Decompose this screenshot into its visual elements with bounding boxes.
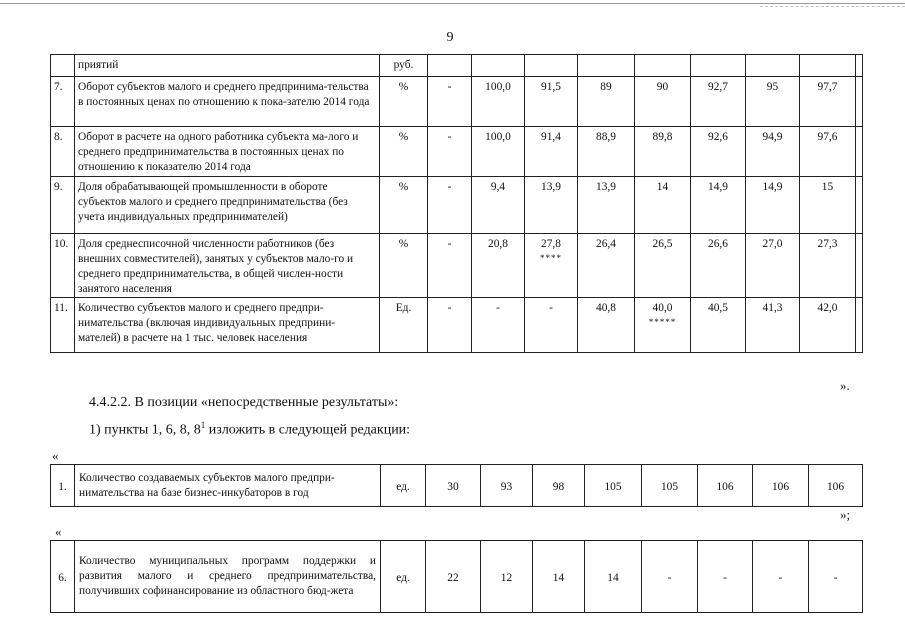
row-number: 8. — [51, 127, 75, 177]
row-unit: ед. — [381, 541, 426, 613]
value-text: 92,6 — [708, 131, 728, 143]
value-cell — [691, 77, 746, 127]
value-cell — [746, 177, 800, 234]
value-text: 27,3 — [817, 238, 838, 250]
value-text: - — [447, 81, 452, 93]
result-table-1 — [50, 464, 863, 507]
top-rule — [0, 3, 905, 4]
table-row — [51, 55, 863, 77]
value-text: 20,8 — [488, 238, 508, 250]
opening-quote: « — [55, 524, 62, 539]
value-cell — [578, 177, 635, 234]
row-indicator: Количество создаваемых субъектов малого предпри-нимательства на базе бизнес-инкубаторов в год — [75, 465, 381, 507]
value-cell — [578, 298, 635, 353]
table-row — [51, 298, 863, 353]
value-text: 15 — [821, 181, 834, 193]
row-number: 11. — [51, 298, 75, 353]
row-indicator: Доля среднесписочной численности работников (без внешних совместителей), занятых у субъектов мало-го и среднего предпринимательства, в общей числен-ности занятого населения — [75, 234, 380, 298]
value-cell — [578, 234, 635, 298]
row-unit: Ед. — [380, 298, 428, 353]
value-cell — [856, 177, 863, 234]
opening-quote: « — [52, 448, 59, 463]
value-text: 95 — [766, 81, 779, 93]
value-text: - — [549, 302, 553, 314]
value-text: 14,9 — [708, 181, 728, 193]
value-cell — [525, 298, 578, 353]
value-cell — [856, 77, 863, 127]
value-cell — [800, 77, 856, 127]
row-indicator: Количество субъектов малого и среднего предпри-нимательства (включая индивидуальных предприни-мателей) в расчете на 1 тыс. человек населения — [75, 298, 380, 353]
value-text: 91,5 — [541, 81, 561, 93]
row-indicator: Количество муниципальных программ поддержки и развития малого и среднего предпринимательства, получивших софинансирование из областного бюд-жета — [75, 541, 381, 613]
value-cell — [578, 127, 635, 177]
row-number: 1. — [51, 465, 75, 507]
value-text: 89 — [600, 81, 612, 93]
value-text: - — [496, 302, 500, 314]
row-unit: % — [380, 177, 428, 234]
value-cell — [856, 234, 863, 298]
table-row — [51, 465, 863, 507]
value-text: 100,0 — [485, 131, 511, 143]
table-row — [51, 541, 863, 613]
footnote-marker: **** — [540, 253, 562, 263]
row-indicator: Оборот в расчете на одного работника субъекта ма-лого и среднего предпринимательства в постоянных ценах по отношению к показателю 2014 года — [75, 127, 380, 177]
row-unit: % — [380, 234, 428, 298]
value-text: 13,9 — [596, 181, 616, 193]
value-cell: 30 — [426, 465, 481, 507]
value-cell — [472, 127, 525, 177]
value-cell — [800, 298, 856, 353]
value-text: - — [447, 302, 452, 314]
row-indicator: Оборот субъектов малого и среднего предпринима-тельства в постоянных ценах по отношению к пока-зателю 2014 года — [75, 77, 380, 127]
value-text: 100,0 — [485, 81, 511, 93]
table-row — [51, 127, 863, 177]
value-cell — [746, 55, 800, 77]
value-cell — [428, 177, 472, 234]
value-cell — [746, 298, 800, 353]
row-unit: руб. — [380, 55, 428, 77]
value-text: 26,4 — [596, 238, 616, 250]
value-cell — [578, 77, 635, 127]
result-table-2 — [50, 540, 863, 613]
row-unit: ед. — [381, 465, 426, 507]
table-row — [51, 77, 863, 127]
value-cell — [691, 127, 746, 177]
value-cell: - — [809, 541, 863, 613]
value-text: 90 — [656, 81, 669, 93]
value-cell: 106 — [753, 465, 809, 507]
value-cell: - — [698, 541, 753, 613]
row-unit: % — [380, 77, 428, 127]
value-cell — [691, 234, 746, 298]
value-cell — [856, 298, 863, 353]
value-cell — [635, 234, 691, 298]
instruction-superscript: 1 — [200, 420, 206, 430]
row-unit: % — [380, 127, 428, 177]
value-cell: 14 — [533, 541, 585, 613]
instruction-text: 1) пункты 1, 6, 8, 8 — [89, 422, 201, 438]
value-cell — [472, 234, 525, 298]
value-text: 27,0 — [762, 238, 783, 250]
value-cell — [800, 234, 856, 298]
value-text: 9,4 — [490, 181, 506, 193]
value-cell: 106 — [809, 465, 863, 507]
value-cell — [856, 55, 863, 77]
value-cell: 22 — [426, 541, 481, 613]
instruction-line — [89, 420, 410, 439]
value-cell — [635, 77, 691, 127]
page-number: 9 — [446, 30, 454, 45]
top-rule-secondary — [760, 6, 905, 7]
value-text: 92,7 — [708, 81, 728, 93]
value-cell — [428, 55, 472, 77]
value-cell — [635, 127, 691, 177]
value-cell: 93 — [481, 465, 533, 507]
value-text: 40,8 — [596, 302, 616, 314]
row-number: 7. — [51, 77, 75, 127]
value-cell — [691, 298, 746, 353]
value-cell — [691, 55, 746, 77]
value-cell — [856, 127, 863, 177]
value-cell: - — [642, 541, 698, 613]
value-cell: 105 — [585, 465, 642, 507]
value-text: 14 — [656, 181, 669, 193]
value-text: - — [447, 238, 452, 250]
closing-quote: ». — [840, 378, 850, 393]
value-cell — [428, 127, 472, 177]
value-text: - — [447, 181, 452, 193]
value-cell — [472, 177, 525, 234]
value-cell — [746, 234, 800, 298]
value-cell — [525, 234, 578, 298]
value-cell — [525, 177, 578, 234]
value-cell — [428, 234, 472, 298]
value-text: - — [447, 131, 452, 143]
value-text: 40,0 — [652, 302, 673, 314]
value-cell — [428, 77, 472, 127]
value-cell — [525, 77, 578, 127]
value-cell: 14 — [585, 541, 642, 613]
value-text: 14,9 — [762, 181, 783, 193]
value-cell — [428, 298, 472, 353]
row-number: 6. — [51, 541, 75, 613]
value-cell — [525, 127, 578, 177]
instruction-text-tail: изложить в следующей редакции: — [205, 422, 411, 438]
section-heading: 4.4.2.2. В позиции «непосредственные результаты»: — [89, 395, 399, 410]
value-cell — [635, 298, 691, 353]
value-text: 97,7 — [817, 81, 838, 93]
value-text: 41,3 — [762, 302, 783, 314]
value-cell — [578, 55, 635, 77]
value-text: 88,9 — [596, 131, 616, 143]
value-cell — [525, 55, 578, 77]
value-text: 13,9 — [541, 181, 561, 193]
value-cell — [691, 177, 746, 234]
value-text: 97,6 — [817, 131, 838, 143]
value-cell — [746, 127, 800, 177]
row-number: 9. — [51, 177, 75, 234]
value-cell: 12 — [481, 541, 533, 613]
value-cell — [800, 127, 856, 177]
value-cell — [800, 55, 856, 77]
value-cell: 106 — [698, 465, 753, 507]
value-cell — [472, 77, 525, 127]
value-text: 27,8 — [541, 238, 561, 250]
value-cell — [635, 177, 691, 234]
row-number — [51, 55, 75, 77]
value-text: 26,5 — [652, 238, 673, 250]
table-row — [51, 234, 863, 298]
row-indicator: Доля обрабатывающей промышленности в обороте субъектов малого и среднего предпринимательства (без учета индивидуальных предпринимателей) — [75, 177, 380, 234]
value-cell — [472, 298, 525, 353]
value-text: 26,6 — [708, 238, 728, 250]
value-text: 91,4 — [541, 131, 561, 143]
value-cell — [472, 55, 525, 77]
closing-quote: »; — [840, 507, 851, 522]
value-cell: - — [753, 541, 809, 613]
value-text: 40,5 — [708, 302, 728, 314]
value-text: 94,9 — [762, 131, 783, 143]
table-row — [51, 177, 863, 234]
value-text: 89,8 — [652, 131, 673, 143]
row-number: 10. — [51, 234, 75, 298]
row-indicator: приятий — [75, 55, 380, 77]
value-cell — [746, 77, 800, 127]
value-text: 42,0 — [817, 302, 838, 314]
value-cell — [800, 177, 856, 234]
indicators-table — [50, 54, 863, 353]
value-cell: 105 — [642, 465, 698, 507]
footnote-marker: ***** — [648, 317, 677, 327]
value-cell: 98 — [533, 465, 585, 507]
value-cell — [635, 55, 691, 77]
